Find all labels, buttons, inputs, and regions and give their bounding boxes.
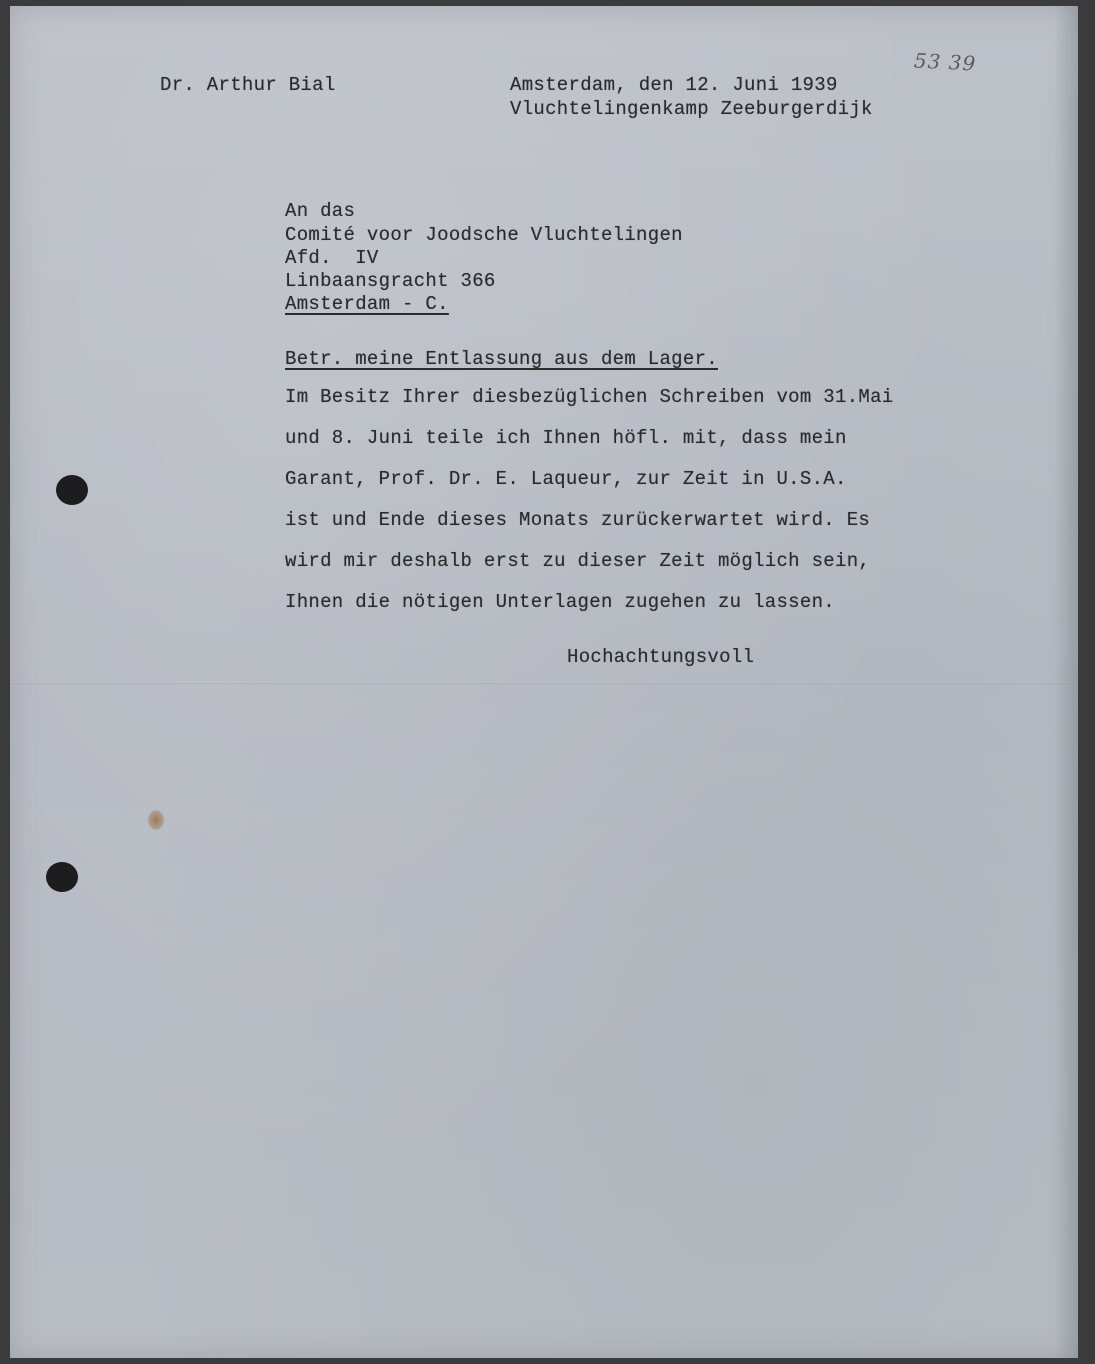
archive-mark-handwritten: 53 39 [913, 48, 977, 76]
paper-edge-shadow [1054, 6, 1078, 1358]
body-line: ist und Ende dieses Monats zurückerwartet wird. Es [285, 509, 871, 531]
sender-location: Vluchtelingenkamp Zeeburgerdijk [510, 98, 873, 120]
body-line: Garant, Prof. Dr. E. Laqueur, zur Zeit in U.S.A. [285, 468, 847, 490]
body-line: Ihnen die nötigen Unterlagen zugehen zu lassen. [285, 591, 835, 613]
recipient-line: Amsterdam - C. [285, 293, 449, 315]
recipient-line: Comité voor Joodsche Vluchtelingen [285, 224, 683, 246]
recipient-line: Afd. IV [285, 247, 379, 269]
body-line: Im Besitz Ihrer diesbezüglichen Schreiben vom 31.Mai [285, 386, 894, 408]
sender-name: Dr. Arthur Bial [160, 74, 336, 96]
recipient-line: Linbaansgracht 366 [285, 270, 496, 292]
closing: Hochachtungsvoll [567, 646, 755, 668]
punch-hole-bottom [46, 862, 78, 892]
body-line: und 8. Juni teile ich Ihnen höfl. mit, dass mein [285, 427, 847, 449]
punch-hole-top [56, 475, 88, 505]
paper-fold [10, 682, 1078, 684]
body-line: wird mir deshalb erst zu dieser Zeit möglich sein, [285, 550, 871, 572]
place-and-date: Amsterdam, den 12. Juni 1939 [510, 74, 838, 96]
subject-line: Betr. meine Entlassung aus dem Lager. [285, 348, 718, 370]
recipient-line: An das [285, 200, 356, 222]
paper-stain [148, 810, 164, 830]
paper-sheet [10, 6, 1078, 1358]
